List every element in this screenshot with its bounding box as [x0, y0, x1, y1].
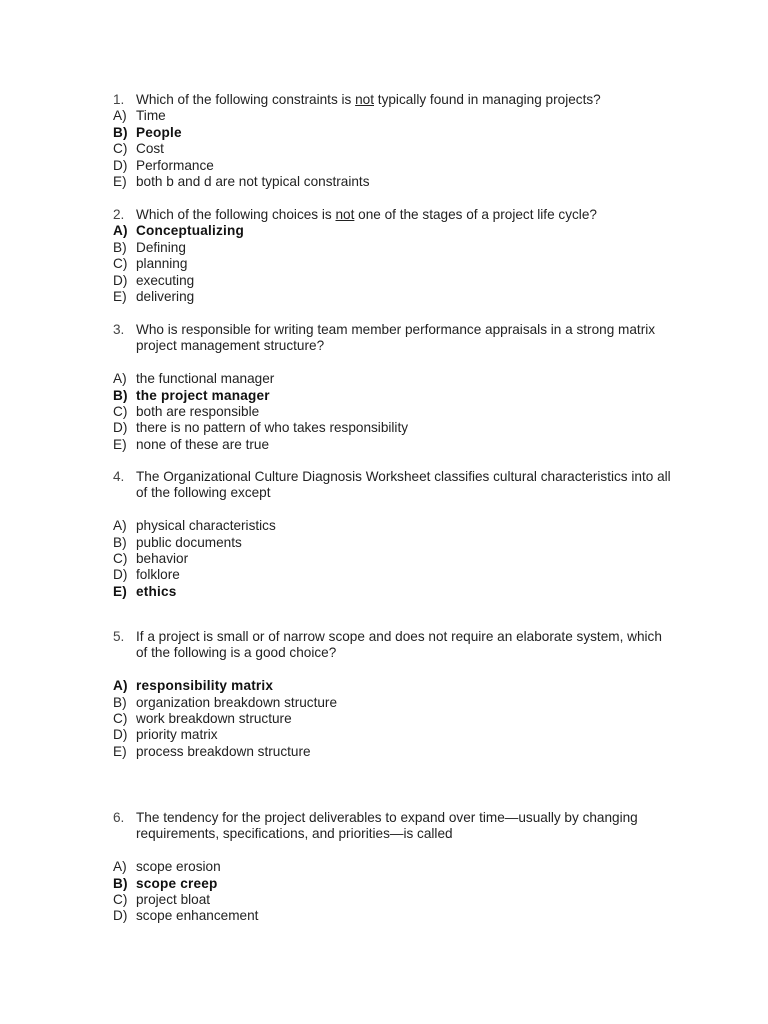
option-letter: B) [113, 875, 128, 891]
option-text: priority matrix [136, 727, 218, 743]
option-letter: D) [113, 727, 128, 743]
question-text: of the following except [136, 485, 271, 501]
option-text: Performance [136, 157, 214, 173]
question-6 [113, 810, 693, 925]
option-a [113, 108, 693, 124]
option-e [113, 437, 693, 453]
question-stem [113, 469, 693, 485]
option-e [113, 289, 693, 305]
question-stem [113, 629, 693, 645]
option-text: public documents [136, 534, 242, 550]
option-letter: D) [113, 272, 128, 288]
question-number: 4. [113, 469, 125, 484]
option-e-correct [113, 584, 693, 600]
option-d [113, 158, 693, 174]
option-letter: C) [113, 403, 128, 419]
option-letter: E) [113, 743, 127, 759]
option-letter: A) [113, 108, 127, 124]
question-2 [113, 207, 693, 305]
question-text: of the following is a good choice? [136, 645, 337, 661]
option-c [113, 141, 693, 157]
question-text: requirements, specifications, and priorities—is called [136, 826, 453, 842]
option-e [113, 744, 693, 760]
question-number: 5. [113, 629, 125, 644]
option-b-correct [113, 388, 693, 404]
question-text: The tendency for the project deliverables to expand over time—usually by changing [136, 810, 638, 825]
question-5 [113, 629, 693, 760]
emphasis-underlined: not [355, 92, 375, 107]
option-text: both are responsible [136, 403, 260, 419]
question-stem [113, 207, 693, 223]
question-text [113, 92, 693, 108]
question-text-part: typically found in managing projects? [374, 92, 601, 107]
option-text: People [136, 124, 182, 140]
option-c [113, 892, 693, 908]
option-letter: E) [113, 583, 127, 599]
option-c [113, 551, 693, 567]
option-b-correct [113, 876, 693, 892]
option-text: Conceptualizing [136, 223, 244, 239]
question-1 [113, 92, 693, 190]
option-letter: A) [113, 371, 127, 387]
option-letter: A) [113, 859, 127, 875]
option-text: physical characteristics [136, 518, 276, 534]
option-letter: C) [113, 891, 128, 907]
question-4 [113, 469, 693, 600]
option-text: scope enhancement [136, 908, 259, 924]
option-text: scope erosion [136, 859, 221, 875]
emphasis-underlined: not [335, 207, 355, 222]
option-d [113, 273, 693, 289]
question-number: 2. [113, 207, 125, 222]
option-letter: A) [113, 518, 127, 534]
option-text: behavior [136, 550, 189, 566]
option-a [113, 371, 693, 387]
option-c [113, 711, 693, 727]
question-3 [113, 322, 693, 453]
spacer [113, 662, 693, 678]
option-text: there is no pattern of who takes responsibility [136, 420, 409, 436]
option-b [113, 695, 693, 711]
option-letter: E) [113, 173, 127, 189]
option-text: delivering [136, 288, 195, 304]
question-stem-continued [113, 338, 693, 354]
option-d [113, 727, 693, 743]
option-letter: A) [113, 678, 128, 694]
question-stem [113, 322, 693, 338]
question-text: If a project is small or of narrow scope and does not require an elaborate system, which [136, 629, 662, 644]
option-text: Defining [136, 239, 186, 255]
option-letter: C) [113, 710, 128, 726]
question-text [113, 207, 693, 223]
option-letter: C) [113, 256, 128, 272]
option-text: process breakdown structure [136, 743, 311, 759]
option-letter: A) [113, 223, 128, 239]
option-text: executing [136, 272, 195, 288]
spacer [113, 502, 693, 518]
option-a-correct [113, 223, 693, 239]
question-stem [113, 92, 693, 108]
option-d [113, 567, 693, 583]
question-stem-continued [113, 645, 693, 661]
option-a-correct [113, 678, 693, 694]
option-letter: D) [113, 420, 128, 436]
option-b [113, 535, 693, 551]
option-b [113, 240, 693, 256]
question-text-part: Which of the following constraints is [136, 92, 356, 107]
question-stem-continued [113, 485, 693, 501]
option-letter: D) [113, 567, 128, 583]
option-d [113, 420, 693, 436]
option-text: none of these are true [136, 436, 270, 452]
question-number: 1. [113, 92, 125, 107]
question-stem-continued [113, 826, 693, 842]
option-text: both b and d are not typical constraints [136, 173, 370, 189]
option-text: folklore [136, 567, 180, 583]
option-letter: B) [113, 534, 127, 550]
option-text: responsibility matrix [136, 678, 274, 694]
spacer [113, 843, 693, 859]
option-letter: B) [113, 694, 127, 710]
option-c [113, 256, 693, 272]
option-letter: E) [113, 436, 127, 452]
option-text: project bloat [136, 891, 211, 907]
question-text: project management structure? [136, 338, 325, 354]
question-text: The Organizational Culture Diagnosis Worksheet classifies cultural characteristics into all [136, 469, 671, 484]
option-text: scope creep [136, 875, 218, 891]
option-letter: D) [113, 157, 128, 173]
question-text: Who is responsible for writing team member performance appraisals in a strong matrix [136, 322, 656, 337]
option-a [113, 859, 693, 875]
option-letter: C) [113, 550, 128, 566]
option-text: Time [136, 108, 166, 124]
option-letter: D) [113, 908, 128, 924]
question-text-part: Which of the following choices is [136, 207, 336, 222]
option-letter: C) [113, 141, 128, 157]
option-text: ethics [136, 583, 177, 599]
option-text: work breakdown structure [136, 710, 292, 726]
spacer [113, 355, 693, 371]
question-number: 3. [113, 322, 125, 337]
option-letter: B) [113, 387, 128, 403]
option-letter: B) [113, 124, 128, 140]
option-text: Cost [136, 141, 164, 157]
option-text: the project manager [136, 387, 270, 403]
option-c [113, 404, 693, 420]
option-a [113, 518, 693, 534]
option-text: planning [136, 256, 188, 272]
question-number: 6. [113, 810, 125, 825]
option-letter: B) [113, 239, 127, 255]
option-text: organization breakdown structure [136, 694, 337, 710]
option-letter: E) [113, 288, 127, 304]
question-stem [113, 810, 693, 826]
option-text: the functional manager [136, 371, 275, 387]
option-d [113, 908, 693, 924]
option-b-correct [113, 125, 693, 141]
option-e [113, 174, 693, 190]
question-text-part: one of the stages of a project life cycle? [354, 207, 597, 222]
